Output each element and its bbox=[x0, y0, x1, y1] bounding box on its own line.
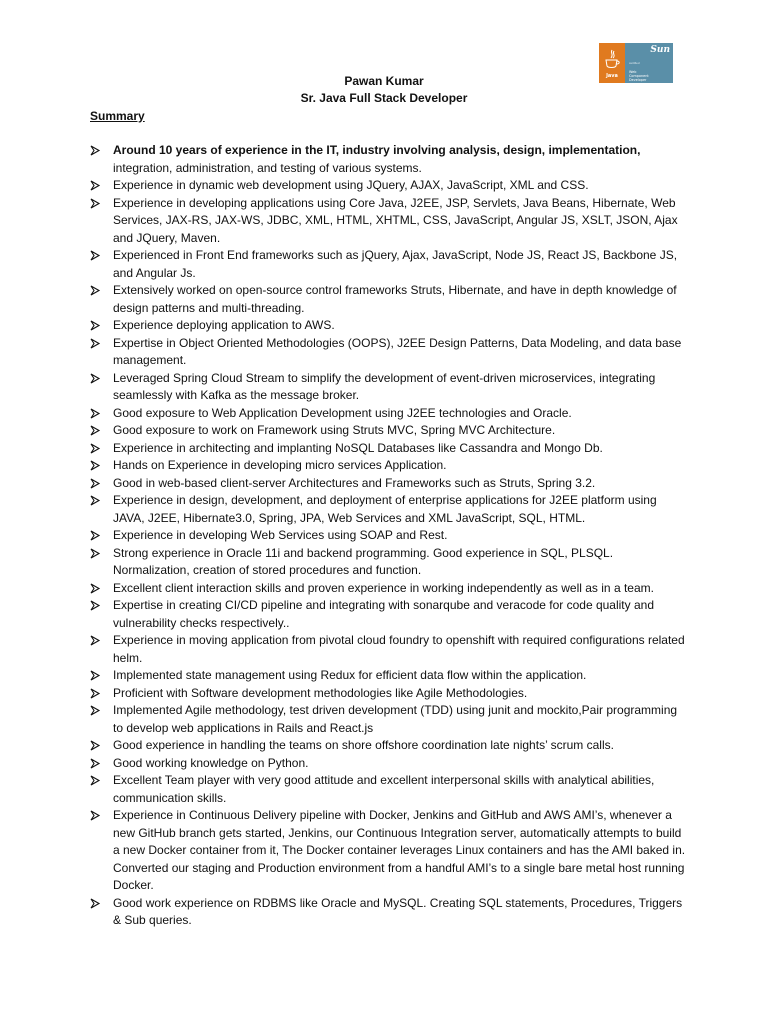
summary-bullet-item bbox=[90, 195, 690, 248]
summary-bullet-item bbox=[90, 580, 690, 598]
bullet-text: Excellent client interaction skills and proven experience in working independently as well as in a team. bbox=[113, 580, 654, 595]
bullet-text: Good in web-based client-server Architectures and Frameworks such as Struts, Spring 3.2. bbox=[113, 475, 596, 490]
bullet-text: Implemented Agile methodology, test driven development (TDD) using junit and mockito,Pair programming to develop web applications in Rails and React.js bbox=[113, 703, 678, 735]
summary-bullet-item bbox=[90, 142, 690, 177]
bullet-text: Good working knowledge on Python. bbox=[113, 755, 309, 770]
summary-bullet-item bbox=[90, 527, 690, 545]
certified-label: certified bbox=[629, 61, 640, 65]
arrow-bullet-icon bbox=[90, 282, 104, 299]
summary-bullet-item bbox=[90, 895, 690, 930]
arrow-bullet-icon bbox=[90, 667, 104, 684]
bullet-text: integration, administration, and testing of various systems. bbox=[113, 160, 422, 175]
bullet-text: Experience in Continuous Delivery pipeline with Docker, Jenkins and GitHub and AWS AMI’s, whenever a new GitHub branch gets started, Jenkins, our Continuous Integration server, automatically attempts to build a new Docker container from it, The Docker container leverages Linux containers and has the AMI baked in. Converted our staging and Production environment from a handful AMI’s to a single bare metal host running Docker. bbox=[113, 808, 686, 892]
summary-bullet-item bbox=[90, 282, 690, 317]
arrow-bullet-icon bbox=[90, 492, 104, 509]
bullet-text: Expertise in creating CI/CD pipeline and integrating with sonarqube and veracode for code quality and vulnerability checks respectively.. bbox=[113, 598, 654, 630]
summary-bullet-item bbox=[90, 440, 690, 458]
summary-bullet-item bbox=[90, 545, 690, 580]
logo-subtitle-1: Web bbox=[629, 70, 637, 74]
arrow-bullet-icon bbox=[90, 370, 104, 387]
bullet-bold-text: Around 10 years of experience in the IT, industry involving analysis, design, implementation, bbox=[113, 143, 641, 157]
bullet-text: Leveraged Spring Cloud Stream to simplify the development of event-driven microservices, integrating seamlessly with Kafka as the message broker. bbox=[113, 370, 656, 402]
summary-bullet-item bbox=[90, 457, 690, 475]
bullet-text: Experience in design, development, and deployment of enterprise applications for J2EE platform using JAVA, J2EE, Hibernate3.0, Spring, JPA, Web Services and XML JavaScript, SQL, HTML. bbox=[113, 493, 657, 525]
summary-bullet-item bbox=[90, 772, 690, 807]
bullet-text: Good exposure to work on Framework using Struts MVC, Spring MVC Architecture. bbox=[113, 423, 556, 437]
arrow-bullet-icon bbox=[90, 177, 104, 194]
bullet-text: Excellent Team player with very good attitude and excellent interpersonal skills with analytical abilities, communication skills. bbox=[113, 773, 655, 805]
arrow-bullet-icon bbox=[90, 580, 104, 597]
summary-bullet-item bbox=[90, 632, 690, 667]
arrow-bullet-icon bbox=[90, 405, 104, 422]
bullet-text: Experience in developing Web Services using SOAP and Rest. bbox=[113, 528, 448, 542]
summary-bullet-item bbox=[90, 597, 690, 632]
bullet-text: Hands on Experience in developing micro services Application. bbox=[113, 458, 447, 472]
arrow-bullet-icon bbox=[90, 247, 104, 264]
summary-bullet-item bbox=[90, 475, 690, 493]
arrow-bullet-icon bbox=[90, 527, 104, 544]
summary-bullet-item bbox=[90, 247, 690, 282]
arrow-bullet-icon bbox=[90, 475, 104, 492]
bullet-text: Good work experience on RDBMS like Oracle and MySQL. Creating SQL statements, Procedures, Triggers & Sub queries. bbox=[113, 895, 683, 927]
summary-bullet-item bbox=[90, 405, 690, 423]
summary-bullet-item bbox=[90, 702, 690, 737]
arrow-bullet-icon bbox=[90, 737, 104, 754]
bullet-text: Extensively worked on open-source control frameworks Struts, Hibernate, and have in depth knowledge of design patterns and multi-threading. bbox=[113, 283, 677, 315]
arrow-bullet-icon bbox=[90, 702, 104, 719]
summary-bullet-item bbox=[90, 335, 690, 370]
arrow-bullet-icon bbox=[90, 335, 104, 352]
arrow-bullet-icon bbox=[90, 457, 104, 474]
summary-bullet-item bbox=[90, 737, 690, 755]
bullet-text: Experience deploying application to AWS. bbox=[113, 318, 335, 332]
bullet-text: Experience in dynamic web development using JQuery, AJAX, JavaScript, XML and CSS. bbox=[113, 178, 589, 192]
arrow-bullet-icon bbox=[90, 142, 104, 159]
candidate-name: Pawan Kumar bbox=[344, 74, 424, 88]
summary-bullet-list bbox=[90, 142, 690, 930]
summary-bullet-item bbox=[90, 370, 690, 405]
bullet-text: Experienced in Front End frameworks such as jQuery, Ajax, JavaScript, Node JS, React JS, Backbone JS, and Angular Js. bbox=[113, 248, 678, 280]
summary-bullet-item bbox=[90, 177, 690, 195]
arrow-bullet-icon bbox=[90, 317, 104, 334]
arrow-bullet-icon bbox=[90, 597, 104, 614]
arrow-bullet-icon bbox=[90, 440, 104, 457]
summary-bullet-item bbox=[90, 317, 690, 335]
arrow-bullet-icon bbox=[90, 195, 104, 212]
arrow-bullet-icon bbox=[90, 685, 104, 702]
arrow-bullet-icon bbox=[90, 807, 104, 824]
logo-subtitle-2: Component bbox=[629, 74, 649, 78]
bullet-text: Experience in architecting and implanting NoSQL Databases like Cassandra and Mongo Db. bbox=[113, 440, 603, 455]
java-label: Java bbox=[606, 73, 618, 79]
summary-bullet-item bbox=[90, 685, 690, 703]
summary-bullet-item bbox=[90, 807, 690, 895]
summary-bullet-item bbox=[90, 422, 690, 440]
bullet-text: Expertise in Object Oriented Methodologies (OOPS), J2EE Design Patterns, Data Modeling, and data base management. bbox=[113, 335, 682, 367]
bullet-text: Proficient with Software development methodologies like Agile Methodologies. bbox=[113, 685, 528, 700]
bullet-text: Good experience in handling the teams on shore offshore coordination late nights’ scrum calls. bbox=[113, 738, 614, 752]
arrow-bullet-icon bbox=[90, 422, 104, 439]
bullet-text: Experience in moving application from pivotal cloud foundry to openshift with required configurations related helm. bbox=[113, 633, 685, 665]
summary-bullet-item bbox=[90, 492, 690, 527]
bullet-text: Experience in developing applications using Core Java, J2EE, JSP, Servlets, Java Beans, Hibernate, Web Services, JAX-RS, JAX-WS, JDBC, XML, HTML, XHTML, CSS, JavaScript, Angular JS, XSLT, JSON, Ajax and JQuery, Maven. bbox=[113, 195, 678, 245]
bullet-text: Implemented state management using Redux for efficient data flow within the application. bbox=[113, 668, 587, 682]
summary-bullet-item bbox=[90, 667, 690, 685]
candidate-role: Sr. Java Full Stack Developer bbox=[300, 91, 468, 105]
arrow-bullet-icon bbox=[90, 772, 104, 789]
coffee-cup-icon bbox=[604, 49, 620, 71]
arrow-bullet-icon bbox=[90, 545, 104, 562]
sun-brand-text: Sun bbox=[650, 45, 670, 55]
arrow-bullet-icon bbox=[90, 632, 104, 649]
arrow-bullet-icon bbox=[90, 895, 104, 912]
summary-heading: Summary bbox=[90, 109, 145, 123]
summary-bullet-item bbox=[90, 755, 690, 773]
arrow-bullet-icon bbox=[90, 755, 104, 772]
logo-subtitle-3: Developer bbox=[629, 78, 647, 82]
bullet-text: Strong experience in Oracle 11i and backend programming. Good experience in SQL, PLSQL. Normalization, creation of stored procedures and function. bbox=[113, 545, 614, 577]
bullet-text: Good exposure to Web Application Development using J2EE technologies and Oracle. bbox=[113, 405, 572, 420]
